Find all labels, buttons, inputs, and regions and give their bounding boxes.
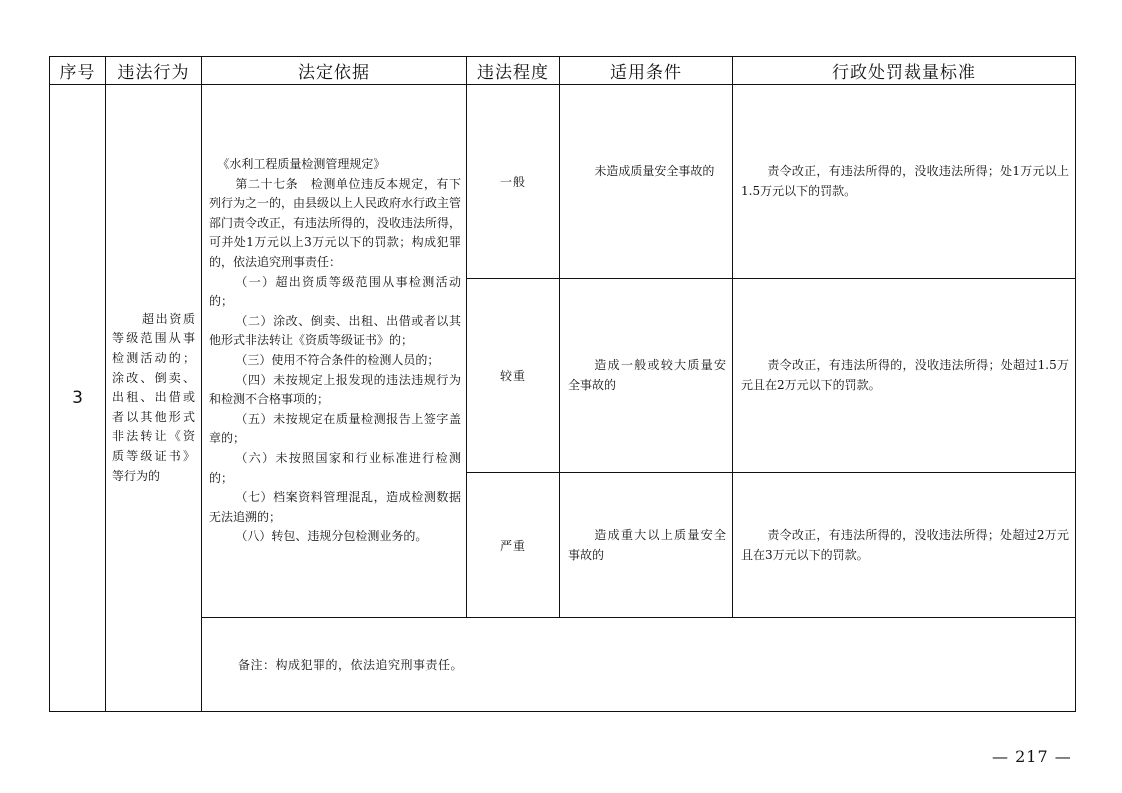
standard-serious	[733, 279, 1076, 473]
table-row	[50, 618, 1076, 712]
behavior-text: 超出资质等级范围从事检测活动的；涂改、倒卖、出租、出借或者以其他形式非法转让《资质等级证书》等行为的	[112, 311, 195, 483]
basis-item-1: （一）超出资质等级范围从事检测活动的；	[209, 274, 461, 309]
header-behavior: 违法行为	[106, 57, 202, 85]
standard-severe-text: 责令改正，有违法所得的，没收违法所得；处超过2万元且在3万元以下的罚款。	[741, 528, 1069, 562]
header-seq: 序号	[50, 57, 106, 85]
condition-general	[560, 85, 733, 279]
header-standard: 行政处罚裁量标准	[733, 57, 1076, 85]
remark-note: 备注：构成犯罪的，依法追究刑事责任。	[202, 618, 1076, 712]
condition-severe	[560, 473, 733, 618]
basis-item-4: （四）未按规定上报发现的违法违规行为和检测不合格事项的；	[209, 372, 461, 407]
standard-serious-text: 责令改正，有违法所得的，没收违法所得；处超过1.5万元且在2万元以下的罚款。	[741, 358, 1069, 392]
standard-general	[733, 85, 1076, 279]
table-row	[50, 85, 1076, 279]
basis-source: 《水利工程质量检测管理规定》	[217, 157, 386, 172]
condition-general-text: 未造成质量安全事故的	[594, 164, 715, 178]
basis-item-6: （六）未按照国家和行业标准进行检测的；	[209, 450, 461, 485]
basis-item-5: （五）未按规定在质量检测报告上签字盖章的；	[209, 411, 461, 446]
header-row	[50, 57, 1076, 85]
row-seq: 3	[50, 85, 106, 712]
header-level: 违法程度	[467, 57, 560, 85]
level-general: 一般	[467, 85, 560, 279]
page-number: — 217 —	[992, 747, 1072, 766]
level-serious: 较重	[467, 279, 560, 473]
standard-severe	[733, 473, 1076, 618]
penalty-standard-table	[49, 56, 1076, 712]
basis-item-7: （七）档案资料管理混乱，造成检测数据无法追溯的；	[209, 490, 461, 524]
basis-article: 第二十七条 检测单位违反本规定，有下列行为之一的，由县级以上人民政府水行政主管部门责令改正，有违法所得的，没收违法所得，可并处1万元以上3万元以下的罚款；构成犯罪的，依法追究刑事责任：	[209, 176, 462, 270]
row-behavior	[106, 85, 202, 712]
header-condition: 适用条件	[560, 57, 733, 85]
basis-item-3: （三）使用不符合条件的检测人员的；	[235, 353, 440, 367]
condition-serious	[560, 279, 733, 473]
basis-item-2: （二）涂改、倒卖、出租、出借或者以其他形式非法转让《资质等级证书》的；	[209, 313, 461, 348]
level-severe: 严重	[467, 473, 560, 618]
header-basis: 法定依据	[202, 57, 467, 85]
condition-serious-text: 造成一般或较大质量安全事故的	[568, 358, 726, 392]
condition-severe-text: 造成重大以上质量安全事故的	[568, 528, 726, 562]
standard-general-text: 责令改正，有违法所得的，没收违法所得；处1万元以上1.5万元以下的罚款。	[741, 164, 1069, 198]
row-basis	[202, 85, 467, 618]
basis-item-8: （八）转包、违规分包检测业务的。	[235, 529, 428, 544]
